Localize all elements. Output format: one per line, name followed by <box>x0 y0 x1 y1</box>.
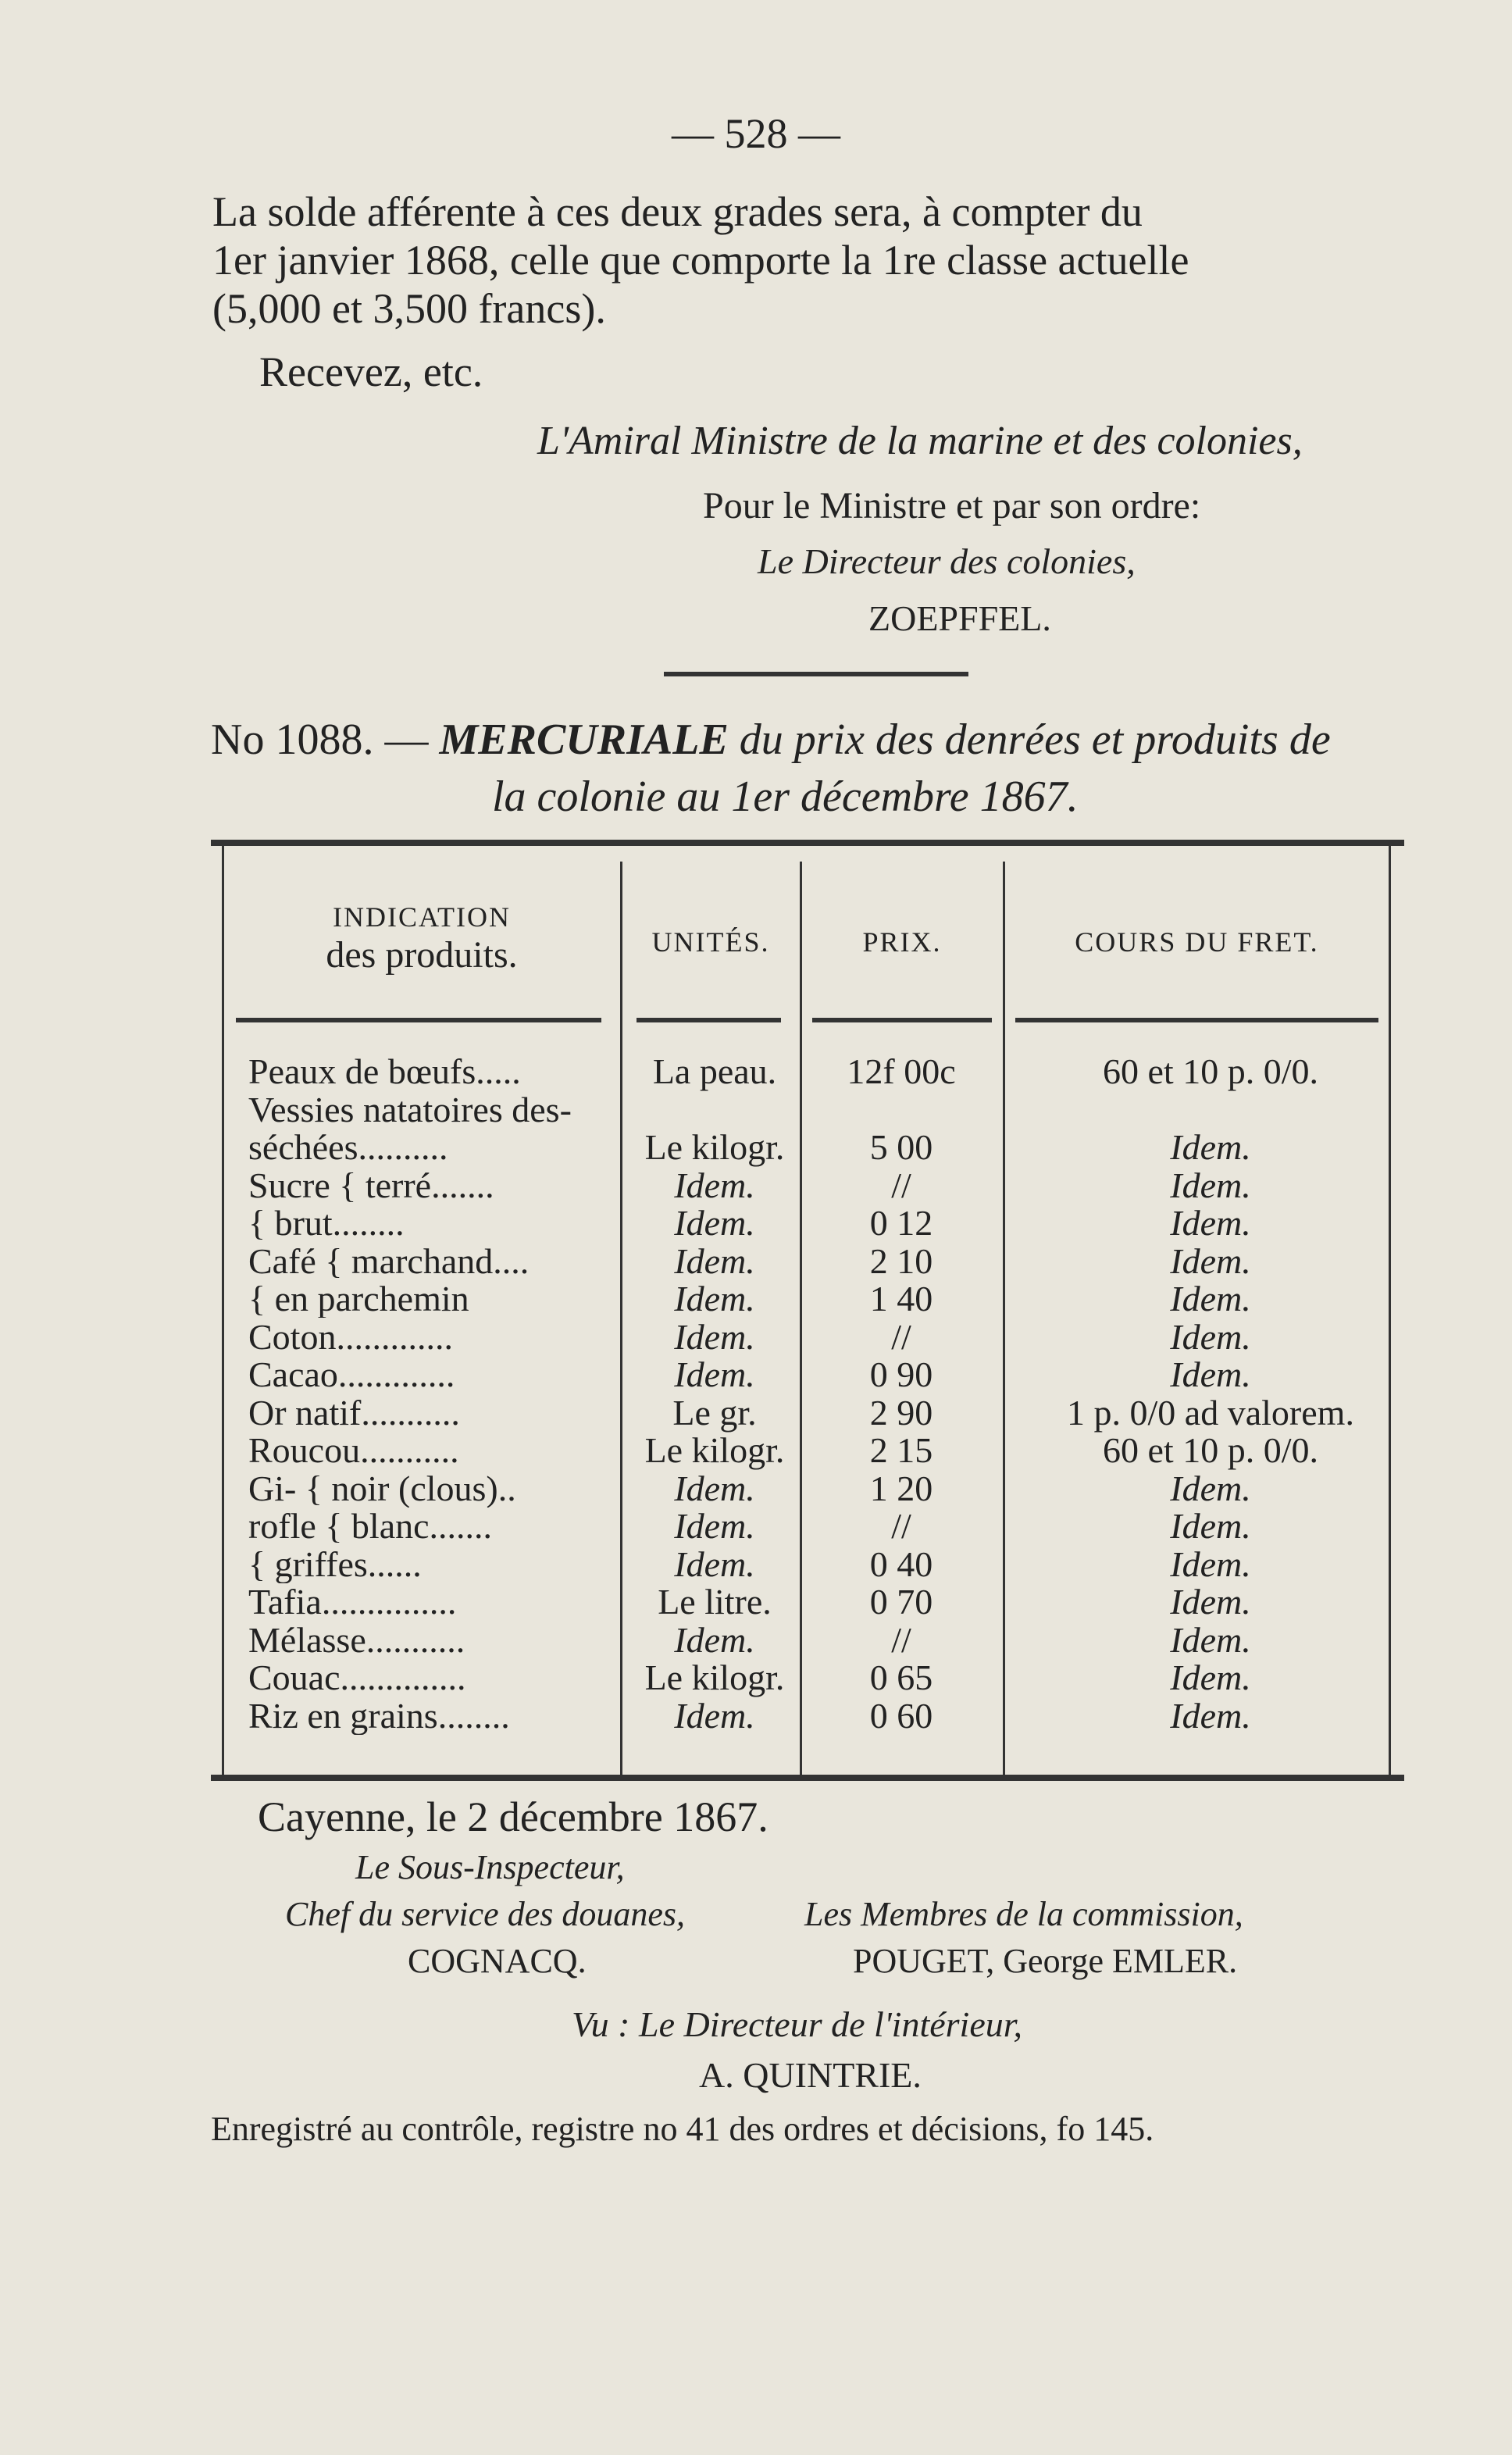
cell-unite: Idem. <box>674 1316 755 1357</box>
cell-produit: Sucre { terré....... <box>248 1166 494 1204</box>
cell-unite: Idem. <box>674 1240 755 1281</box>
decree-number: No 1088. — <box>211 715 429 764</box>
cell-prix: 0 40 <box>869 1543 933 1584</box>
table-row <box>211 1280 1404 1318</box>
table-row <box>211 1356 1404 1393</box>
cell-fret: Idem. <box>1170 1468 1251 1508</box>
cell-produit: Or natif........... <box>248 1393 460 1432</box>
recevez-text: Recevez, etc. <box>259 348 483 395</box>
cell-unite: Le kilogr. <box>644 1657 785 1697</box>
page-number: — 528 — <box>672 110 840 157</box>
decree-title-line2: la colonie au 1er décembre 1867. <box>492 773 1079 821</box>
table-row <box>211 1394 1404 1432</box>
signature-director: Le Directeur des colonies, <box>758 541 1136 581</box>
cell-prix: 0 90 <box>869 1354 933 1394</box>
cell-unite: Le kilogr. <box>644 1127 785 1167</box>
cell-unite: Idem. <box>674 1468 755 1508</box>
cell-produit: Tafia............... <box>248 1583 457 1621</box>
table-row <box>211 1543 1404 1584</box>
cell-prix: // <box>891 1165 911 1205</box>
header-indication: INDICATION des produits. <box>326 901 518 976</box>
cell-fret: Idem. <box>1170 1354 1251 1394</box>
table-row <box>211 1053 1404 1090</box>
cell-prix: 2 15 <box>869 1430 933 1470</box>
cell-prix: // <box>891 1316 911 1357</box>
membres-commission: Les Membres de la commission, <box>804 1895 1243 1933</box>
cell-fret: Idem. <box>1170 1543 1251 1584</box>
vu-directeur: Vu : Le Directeur de l'intérieur, <box>572 2004 1023 2044</box>
cell-fret: Idem. <box>1170 1695 1251 1736</box>
table-row <box>211 1167 1404 1204</box>
cell-unite: Idem. <box>674 1354 755 1394</box>
table-row <box>211 1091 1404 1129</box>
cell-prix: 1 20 <box>869 1468 933 1508</box>
cell-prix: 12f 00c <box>847 1051 956 1091</box>
cell-fret: Idem. <box>1170 1316 1251 1357</box>
cell-unite: Le kilogr. <box>644 1430 785 1470</box>
cell-unite: La peau. <box>652 1051 777 1091</box>
cell-produit: Mélasse........... <box>248 1621 465 1659</box>
table-row <box>211 1619 1404 1660</box>
table-row <box>211 1697 1404 1735</box>
table-row <box>211 1470 1404 1508</box>
intro-line-3: (5,000 et 3,500 francs). <box>212 285 606 332</box>
chef-douanes: Chef du service des douanes, <box>285 1895 685 1933</box>
cell-produit: Cacao............. <box>248 1356 455 1393</box>
cell-fret: Idem. <box>1170 1127 1251 1167</box>
header-underline-2 <box>637 1018 781 1022</box>
cell-unite: Idem. <box>674 1619 755 1660</box>
cell-produit: Riz en grains........ <box>248 1697 510 1735</box>
cell-fret: 1 p. 0/0 ad valorem. <box>1067 1392 1354 1433</box>
cell-fret: Idem. <box>1170 1619 1251 1660</box>
cell-prix: 0 70 <box>869 1582 933 1622</box>
cell-produit: Couac.............. <box>248 1659 466 1697</box>
cell-prix: // <box>891 1506 911 1546</box>
cell-produit: Roucou........... <box>248 1432 459 1469</box>
header-cours: COURS DU FRET. <box>1075 926 1319 958</box>
quintrie-name: A. QUINTRIE. <box>699 2055 922 2095</box>
cell-produit: Coton............. <box>248 1318 453 1356</box>
place-date: Cayenne, le 2 décembre 1867. <box>258 1793 768 1840</box>
decree-title-bold: MERCURIALE <box>439 715 729 764</box>
table-row <box>211 1318 1404 1356</box>
decree-title-rest: du prix des denrées et produits de <box>739 715 1331 764</box>
cell-produit: { en parchemin <box>248 1280 469 1318</box>
cell-produit: Peaux de bœufs..... <box>248 1053 521 1090</box>
enregistre-note: Enregistré au contrôle, registre no 41 des ordres et décisions, fo 145. <box>211 2110 1154 2148</box>
mercuriale-table <box>211 840 1404 1781</box>
intro-line-1: La solde afférente à ces deux grades sera, à compter du <box>212 188 1143 235</box>
cell-produit: Vessies natatoires des- <box>248 1090 572 1129</box>
cell-produit: { griffes...... <box>248 1545 422 1583</box>
cell-prix: 0 12 <box>869 1203 933 1243</box>
cell-prix: 2 10 <box>869 1240 933 1281</box>
cell-produit: Café { marchand.... <box>248 1242 530 1280</box>
cell-prix: 1 40 <box>869 1279 933 1318</box>
cell-unite: Idem. <box>674 1543 755 1584</box>
cell-unite: Idem. <box>674 1279 755 1318</box>
cell-unite: Le litre. <box>658 1582 772 1622</box>
table-row <box>211 1583 1404 1621</box>
cell-prix: 2 90 <box>869 1392 933 1433</box>
header-underline-1 <box>236 1018 601 1022</box>
intro-line-2: 1er janvier 1868, celle que comporte la 1re classe actuelle <box>212 237 1189 284</box>
table-row <box>211 1659 1404 1697</box>
cell-fret: 60 et 10 p. 0/0. <box>1103 1051 1318 1091</box>
cell-fret: Idem. <box>1170 1506 1251 1546</box>
cell-prix: 0 65 <box>869 1657 933 1697</box>
cell-unite: Idem. <box>674 1695 755 1736</box>
cell-produit: { brut........ <box>248 1204 405 1242</box>
cell-fret: 60 et 10 p. 0/0. <box>1103 1430 1318 1470</box>
signature-order: Pour le Ministre et par son ordre: <box>703 485 1201 526</box>
section-divider <box>664 672 968 676</box>
cell-fret: Idem. <box>1170 1165 1251 1205</box>
table-row <box>211 1432 1404 1469</box>
cell-fret: Idem. <box>1170 1203 1251 1243</box>
cognacq-name: COGNACQ. <box>408 1942 587 1980</box>
table-row <box>211 1129 1404 1166</box>
sous-inspecteur: Le Sous-Inspecteur, <box>355 1848 625 1886</box>
cell-unite: Le gr. <box>672 1392 757 1433</box>
header-underline-4 <box>1015 1018 1378 1022</box>
cell-prix: 0 60 <box>869 1695 933 1736</box>
cell-fret: Idem. <box>1170 1657 1251 1697</box>
cell-prix: 5 00 <box>869 1127 933 1167</box>
cell-fret: Idem. <box>1170 1240 1251 1281</box>
cell-unite: Idem. <box>674 1203 755 1243</box>
cell-produit: rofle { blanc....... <box>248 1508 493 1545</box>
cell-fret: Idem. <box>1170 1582 1251 1622</box>
header-unites: UNITÉS. <box>651 926 770 958</box>
signature-name: ZOEPFFEL. <box>868 598 1051 638</box>
table-row <box>211 1508 1404 1545</box>
cell-prix: // <box>891 1619 911 1660</box>
header-prix: PRIX. <box>862 926 942 958</box>
header-underline-3 <box>812 1018 992 1022</box>
signature-title: L'Amiral Ministre de la marine et des colonies, <box>537 419 1303 463</box>
table-row <box>211 1240 1404 1281</box>
cell-fret: Idem. <box>1170 1279 1251 1318</box>
table-row <box>211 1204 1404 1242</box>
decree-heading <box>211 715 1331 765</box>
cell-unite: Idem. <box>674 1506 755 1546</box>
cell-produit: séchées.......... <box>248 1129 448 1166</box>
cell-produit: Gi- { noir (clous).. <box>248 1469 516 1508</box>
cell-unite: Idem. <box>674 1165 755 1205</box>
membres-names: POUGET, George EMLER. <box>853 1942 1238 1980</box>
